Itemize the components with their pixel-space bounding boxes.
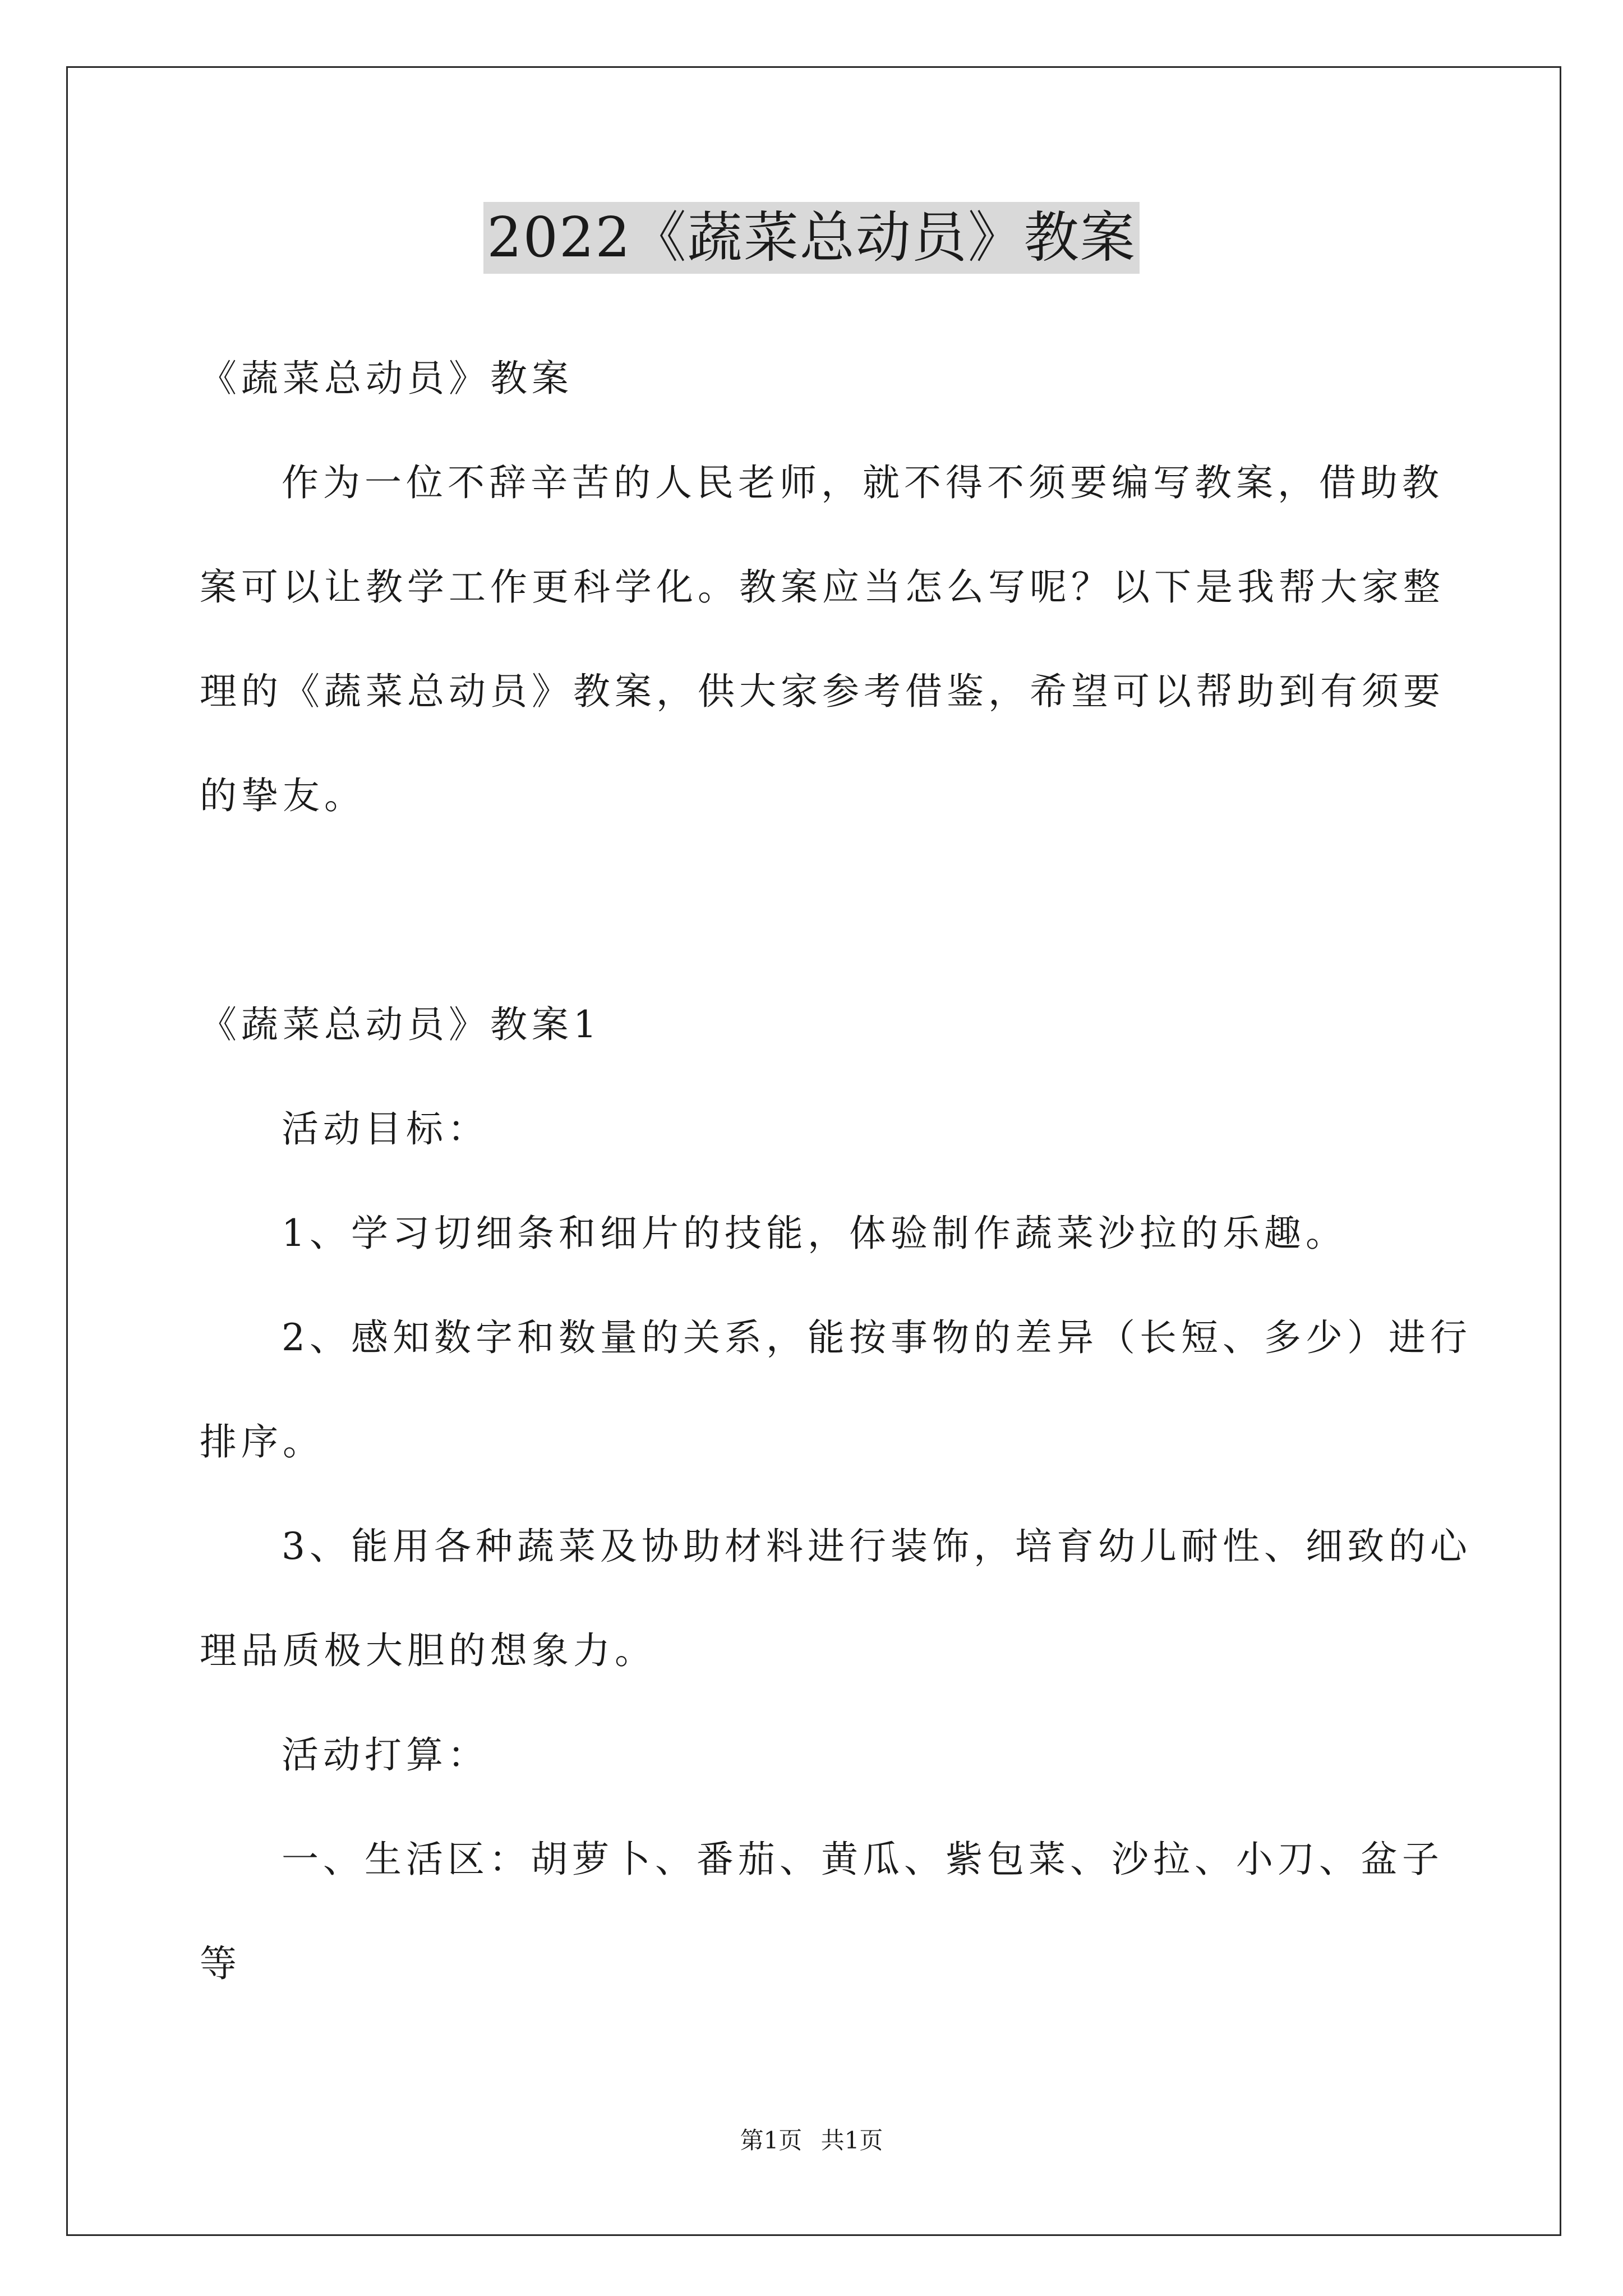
intro-line-2: 案可以让教学工作更科学化。教案应当怎么写呢？以下是我帮大家整 xyxy=(200,565,1445,609)
page-number-total: 共1页 xyxy=(820,2127,883,2154)
goal-3-line-1: 3、能用各种蔬菜及协助材料进行装饰，培育幼儿耐性、细致的心 xyxy=(282,1525,1472,1568)
page-number-current: 第1页 xyxy=(740,2127,803,2154)
prep-1-line-2: 等 xyxy=(200,1942,241,1985)
goal-1: 1、学习切细条和细片的技能，体验制作蔬菜沙拉的乐趣。 xyxy=(282,1212,1347,1255)
prep-label: 活动打算： xyxy=(282,1733,489,1777)
goal-3-line-2: 理品质极大胆的想象力。 xyxy=(200,1629,656,1672)
title-container xyxy=(0,202,1623,274)
prep-1-line-1: 一、生活区：胡萝卜、番茄、黄瓜、紫包菜、沙拉、小刀、盆子 xyxy=(282,1838,1444,1881)
intro-line-3: 理的《蔬菜总动员》教案，供大家参考借鉴，希望可以帮助到有须要 xyxy=(200,670,1445,713)
goal-2-line-1: 2、感知数字和数量的关系，能按事物的差异（长短、多少）进行 xyxy=(282,1316,1472,1359)
goal-2-line-2: 排序。 xyxy=(200,1420,324,1464)
intro-line-1: 作为一位不辞辛苦的人民老师，就不得不须要编写教案，借助教 xyxy=(282,461,1444,504)
document-title: 2022《蔬菜总动员》教案 xyxy=(483,202,1139,274)
section-heading: 《蔬菜总动员》教案1 xyxy=(200,1003,601,1046)
page-footer xyxy=(0,2124,1623,2157)
intro-line-4: 的挚友。 xyxy=(200,774,366,817)
goals-label: 活动目标： xyxy=(282,1107,489,1151)
subtitle: 《蔬菜总动员》教案 xyxy=(200,357,573,400)
